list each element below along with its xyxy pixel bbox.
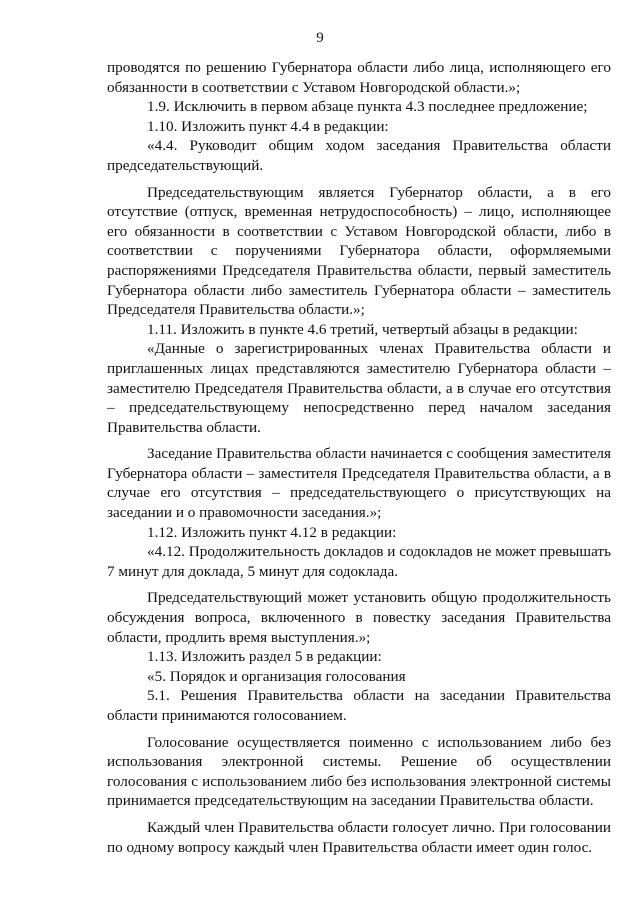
document-body — [107, 58, 611, 857]
paragraph: 5.1. Решения Правительства области на заседании Правительства области принимаются голосованием. — [107, 687, 611, 724]
paragraph: «Данные о зарегистрированных членах Правительства области и приглашенных лицах представляются заместителю Губернатора области – заместителю Председателя Правительства области, а в случае его отсутствия – председательствующему непосредственно перед началом заседания Правительства области. — [107, 340, 611, 436]
paragraph: Председательствующим является Губернатор области, а в его отсутствие (отпуск, временная нетрудоспособность) – лицо, исполняющее его обязанности в соответствии с Уставом Новгородской области, либо в соответствии с поручениями Губернатора области, оформляемыми распоряжениями Председателя Правительства области, первый заместитель Губернатора области либо заместитель Губернатора области – заместитель Председателя Правительства области.»; — [107, 183, 611, 319]
page-number: 9 — [316, 30, 324, 46]
paragraph: Председательствующий может установить общую продолжительность обсуждения вопроса, включенного в повестку заседания Правительства области, продлить время выступления.»; — [107, 589, 611, 646]
paragraph: «5. Порядок и организация голосования — [147, 667, 406, 685]
paragraph: «4.4. Руководит общим ходом заседания Правительства области председательствующий. — [107, 137, 611, 174]
paragraph: 1.10. Изложить пункт 4.4 в редакции: — [147, 117, 389, 135]
paragraph: Голосование осуществляется поименно с использованием либо без использования электронной системы. Решение об осуществлении голосования с использованием либо без использования электронной системы принимается председательствующим на заседании Правительства области. — [107, 733, 611, 810]
paragraph: 1.12. Изложить пункт 4.12 в редакции: — [147, 523, 397, 541]
paragraph: Заседание Правительства области начинается с сообщения заместителя Губернатора области – заместителя Председателя Правительства области, а в случае его отсутствия – председательствующего о присутствующих на заседании и о правомочности заседания.»; — [107, 445, 611, 522]
paragraph: Каждый член Правительства области голосует лично. При голосовании по одному вопросу каждый член Правительства области имеет один голос. — [107, 818, 611, 856]
paragraph: «4.12. Продолжительность докладов и содокладов не может превышать 7 минут для доклада, 5 минут для содоклада. — [107, 543, 611, 580]
paragraph: 1.13. Изложить раздел 5 в редакции: — [147, 648, 382, 666]
paragraph: проводятся по решению Губернатора области либо лица, исполняющего его обязанности в соответствии с Уставом Новгородской области.»; — [107, 59, 611, 96]
paragraph: 1.9. Исключить в первом абзаце пункта 4.3 последнее предложение; — [147, 98, 588, 116]
paragraph: 1.11. Изложить в пункте 4.6 третий, четвертый абзацы в редакции: — [147, 320, 578, 338]
